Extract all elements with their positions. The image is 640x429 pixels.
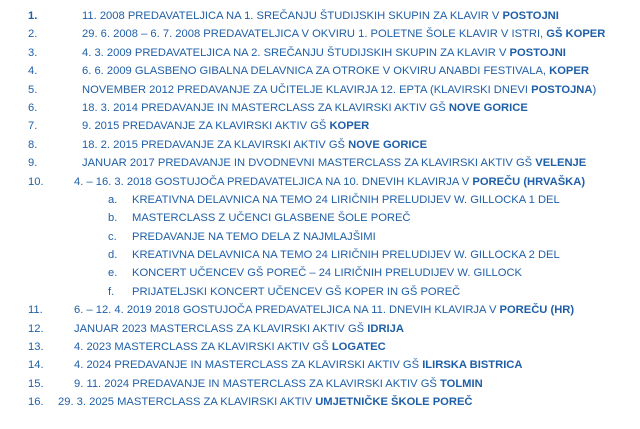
- item-text: 4. 2023 MASTERCLASS ZA KLAVIRSKI AKTIV GŠ LOGATEC: [74, 341, 386, 354]
- list-item: [28, 338, 638, 356]
- list-item: [28, 99, 638, 117]
- list-item: [28, 356, 638, 374]
- list-item: [28, 375, 638, 393]
- list-item: [28, 62, 638, 80]
- sub-item-letter: f.: [108, 285, 115, 298]
- item-text: 6. 6. 2009 GLASBENO GIBALNA DELAVNICA ZA OTROKE V OKVIRU ANABDI FESTIVALA, KOPER: [82, 65, 589, 78]
- sub-list-item: [28, 191, 638, 209]
- sub-item-letter: b.: [108, 212, 118, 225]
- sub-list-item: [28, 264, 638, 282]
- list-item: [28, 117, 638, 135]
- item-text: 4. 2024 PREDAVANJE IN MASTERCLASS ZA KLAVIRSKI AKTIV GŠ ILIRSKA BISTRICA: [74, 359, 523, 372]
- list-item: [28, 301, 638, 319]
- sub-list-item: [28, 246, 638, 264]
- sub-list-item: [28, 209, 638, 227]
- list-item: [28, 154, 638, 172]
- sub-item-letter: e.: [108, 267, 118, 280]
- item-text: 6. – 12. 4. 2019 2018 GOSTUJOČA PREDAVATELJICA NA 11. DNEVIH KLAVIRJA V POREČU (HR): [74, 304, 575, 317]
- item-text: 29. 6. 2008 – 6. 7. 2008 PREDAVATELJICA V OKVIRU 1. POLETNE ŠOLE KLAVIR V ISTRI, GŠ KOPER: [82, 28, 606, 41]
- item-text: 9. 2015 PREDAVANJE ZA KLAVIRSKI AKTIV GŠ KOPER: [82, 120, 370, 133]
- item-text: JANUAR 2023 MASTERCLASS ZA KLAVIRSKI AKTIV GŠ IDRIJA: [74, 322, 404, 335]
- sub-item-text: KONCERT UČENCEV GŠ POREČ – 24 LIRIČNIH PRELUDIJEV W. GILLOCK: [132, 267, 523, 280]
- item-text: 18. 2. 2015 PREDAVANJE ZA KLAVIRSKI AKTIV GŠ NOVE GORICE: [82, 138, 428, 151]
- list-item: [28, 25, 638, 43]
- sub-item-letter: d.: [108, 249, 118, 262]
- sub-item-text: KREATIVNA DELAVNICA NA TEMO 24 LIRIČNIH PRELUDIJEV W. GILLOCKA 1 DEL: [132, 193, 560, 206]
- item-number: 4.: [28, 65, 38, 78]
- item-number: 16.: [28, 396, 44, 409]
- list-item: [28, 136, 638, 154]
- item-text: NOVEMBER 2012 PREDAVANJE ZA UČITELJE KLAVIRJA 12. EPTA (KLAVIRSKI DNEVI POSTOJNA): [82, 83, 597, 96]
- item-text: 29. 3. 2025 MASTERCLASS ZA KLAVIRSKI AKTIV UMJETNIČKE ŠKOLE POREČ: [58, 396, 473, 409]
- item-number: 13.: [28, 341, 44, 354]
- list-item: [28, 173, 638, 191]
- item-number: 3.: [28, 46, 38, 59]
- item-text: 4. 3. 2009 PREDAVATELJICA NA 2. SREČANJU ŠTUDIJSKIH SKUPIN ZA KLAVIR V POSTOJNI: [82, 46, 566, 59]
- item-text: 18. 3. 2014 PREDAVANJE IN MASTERCLASS ZA KLAVIRSKI AKTIV GŠ NOVE GORICE: [82, 101, 528, 114]
- sub-item-text: MASTERCLASS Z UČENCI GLASBENE ŠOLE POREČ: [132, 212, 411, 225]
- item-number: 7.: [28, 120, 38, 133]
- item-number: 8.: [28, 138, 38, 151]
- sub-item-text: KREATIVNA DELAVNICA NA TEMO 24 LIRIČNIH PRELUDIJEV W. GILLOCKA 2 DEL: [132, 249, 560, 262]
- item-number: 12.: [28, 322, 44, 335]
- sub-item-text: PREDAVANJE NA TEMO DELA Z NAJMLAJŠIMI: [132, 230, 376, 243]
- activity-list: [28, 7, 638, 412]
- list-item: [28, 393, 638, 411]
- list-item: [28, 320, 638, 338]
- item-text: JANUAR 2017 PREDAVANJE IN DVODNEVNI MASTERCLASS ZA KLAVIRSKI AKTIV GŠ VELENJE: [82, 157, 587, 170]
- item-number: 2.: [28, 28, 38, 41]
- item-text: 9. 11. 2024 PREDAVANJE IN MASTERCLASS ZA KLAVIRSKI AKTIV GŠ TOLMIN: [74, 377, 483, 390]
- item-text: 11. 2008 PREDAVATELJICA NA 1. SREČANJU ŠTUDIJSKIH SKUPIN ZA KLAVIR V POSTOJNI: [82, 10, 559, 22]
- item-number: 1.: [28, 10, 38, 22]
- list-item: [28, 7, 638, 25]
- item-number: 14.: [28, 359, 44, 372]
- list-item: [28, 81, 638, 99]
- item-number: 5.: [28, 83, 38, 96]
- sub-list-item: [28, 228, 638, 246]
- item-number: 15.: [28, 377, 44, 390]
- item-number: 6.: [28, 101, 38, 114]
- list-item: [28, 44, 638, 62]
- sub-item-text: PRIJATELJSKI KONCERT UČENCEV GŠ KOPER IN GŠ POREČ: [132, 285, 461, 298]
- item-text: 4. – 16. 3. 2018 GOSTUJOČA PREDAVATELJICA NA 10. DNEVIH KLAVIRJA V POREČU (HRVAŠKA): [74, 175, 586, 188]
- item-number: 10.: [28, 175, 44, 188]
- item-number: 9.: [28, 157, 38, 170]
- sub-item-letter: c.: [108, 230, 117, 243]
- item-number: 11.: [28, 304, 43, 317]
- sub-item-letter: a.: [108, 193, 118, 206]
- sub-list-item: [28, 283, 638, 301]
